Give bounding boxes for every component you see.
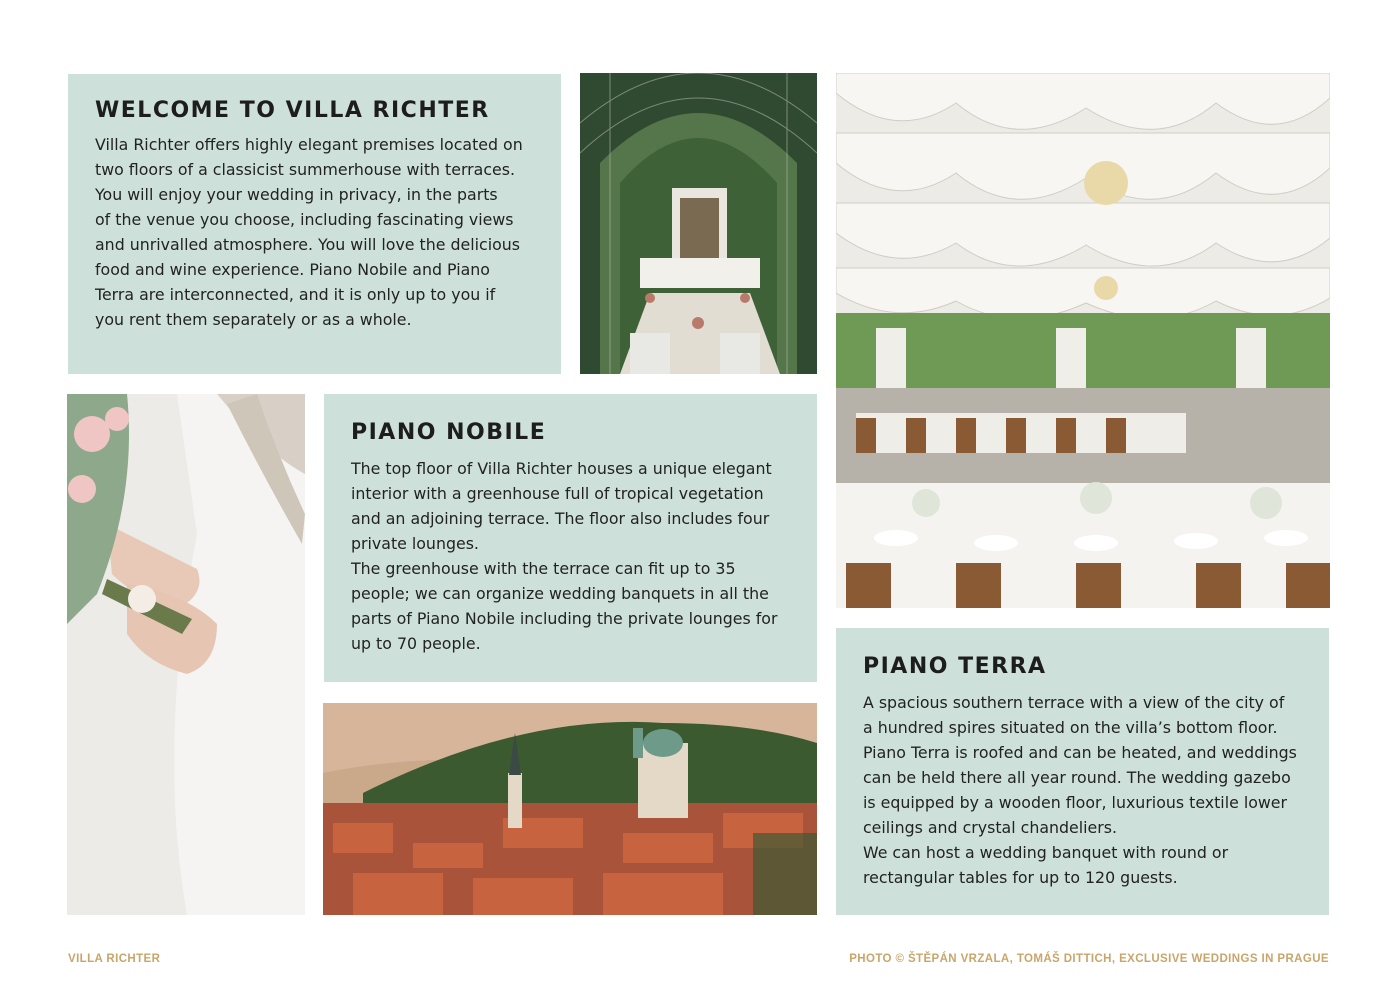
prague-view-photo — [323, 703, 817, 915]
footer-left: VILLA RICHTER — [68, 953, 161, 965]
welcome-panel — [68, 74, 561, 374]
piano-terra-panel — [836, 628, 1329, 915]
piano-terra-title: PIANO TERRA — [863, 654, 1047, 679]
welcome-title: WELCOME TO VILLA RICHTER — [95, 98, 490, 123]
piano-nobile-title: PIANO NOBILE — [351, 420, 547, 445]
greenhouse-photo — [580, 73, 817, 374]
bride-bouquet-photo — [67, 394, 305, 915]
piano-nobile-text: The top floor of Villa Richter houses a unique elegant interior with a greenhouse full of tropical vegetation and an adjoining terrace. The floor also includes four private lounges. The greenhouse with the terrace can fit up to 35 people; we can organize wedding banquets in all the parts of Piano Nobile including the private lounges for up to 70 people. — [351, 459, 778, 653]
welcome-text: Villa Richter offers highly elegant premises located on two floors of a classicist summerhouse with terraces. You will enjoy your wedding in privacy, in the parts of the venue you choose, including fascinating views and unrivalled atmosphere. You will love the delicious food and wine experience. Piano Nobile and Piano Terra are interconnected, and it is only up to you if you rent them separately or as a whole. — [95, 135, 523, 329]
piano-nobile-panel — [324, 394, 817, 682]
footer-photo-credit: PHOTO © ŠTĚPÁN VRZALA, TOMÁŠ DITTICH, EXCLUSIVE WEDDINGS IN PRAGUE — [849, 953, 1329, 965]
tent-banquet-photo — [836, 73, 1330, 608]
piano-terra-text: A spacious southern terrace with a view of the city of a hundred spires situated on the villa’s bottom floor. Piano Terra is roofed and can be heated, and weddings can be held there all year round. The wedding gazebo is equipped by a wooden floor, luxurious textile lower ceilings and crystal chandeliers. We can host a wedding banquet with round or rectangular tables for up to 120 guests. — [863, 693, 1297, 887]
